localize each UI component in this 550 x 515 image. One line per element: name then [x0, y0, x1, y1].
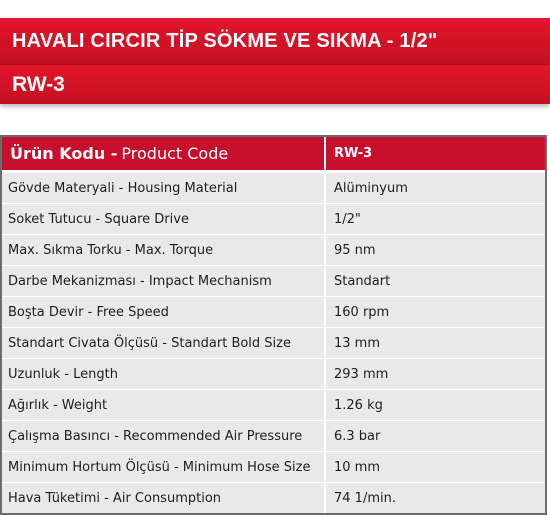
table-row — [2, 203, 545, 234]
spec-value: Alüminyum — [326, 173, 545, 203]
spec-label: Max. Sıkma Torku - Max. Torque — [2, 235, 326, 265]
table-row — [2, 451, 545, 482]
header-value: RW-3 — [334, 146, 373, 161]
spec-value: 6.3 bar — [326, 421, 545, 451]
spec-label: Soket Tutucu - Square Drive — [2, 204, 326, 234]
table-row — [2, 296, 545, 327]
spec-label: Boşta Devir - Free Speed — [2, 297, 326, 327]
table-row — [2, 482, 545, 513]
header-label-cell — [2, 137, 326, 170]
table-row — [2, 389, 545, 420]
table-row — [2, 327, 545, 358]
header-label-tr: Ürün Kodu - — [10, 144, 118, 163]
header-label-en: Product Code — [121, 144, 229, 163]
table-row — [2, 234, 545, 265]
spec-value: 74 1/min. — [326, 483, 545, 513]
spec-value: 160 rpm — [326, 297, 545, 327]
spec-label: Ağırlık - Weight — [2, 390, 326, 420]
spec-label: Hava Tüketimi - Air Consumption — [2, 483, 326, 513]
spec-value: 95 nm — [326, 235, 545, 265]
spec-value: 1/2" — [326, 204, 545, 234]
table-row — [2, 420, 545, 451]
table-row — [2, 172, 545, 203]
product-title-banner — [0, 18, 550, 64]
spec-label: Minimum Hortum Ölçüsü - Minimum Hose Size — [2, 452, 326, 482]
table-row — [2, 265, 545, 296]
model-code: RW-3 — [12, 72, 65, 96]
spec-value: 13 mm — [326, 328, 545, 358]
spec-value: 1.26 kg — [326, 390, 545, 420]
spec-label: Çalışma Basıncı - Recommended Air Pressure — [2, 421, 326, 451]
table-row — [2, 358, 545, 389]
spec-label: Uzunluk - Length — [2, 359, 326, 389]
spec-label: Gövde Materyali - Housing Material — [2, 173, 326, 203]
spec-table — [0, 135, 547, 515]
spec-table-header — [2, 137, 545, 172]
spec-value: 293 mm — [326, 359, 545, 389]
spec-value: Standart — [326, 266, 545, 296]
header-value-cell — [326, 137, 545, 170]
spec-label: Darbe Mekanizması - Impact Mechanism — [2, 266, 326, 296]
spec-label: Standart Civata Ölçüsü - Standart Bold Size — [2, 328, 326, 358]
spec-value: 10 mm — [326, 452, 545, 482]
model-banner — [0, 64, 550, 104]
product-title: HAVALI CIRCIR TİP SÖKME VE SIKMA - 1/2" — [12, 29, 438, 52]
